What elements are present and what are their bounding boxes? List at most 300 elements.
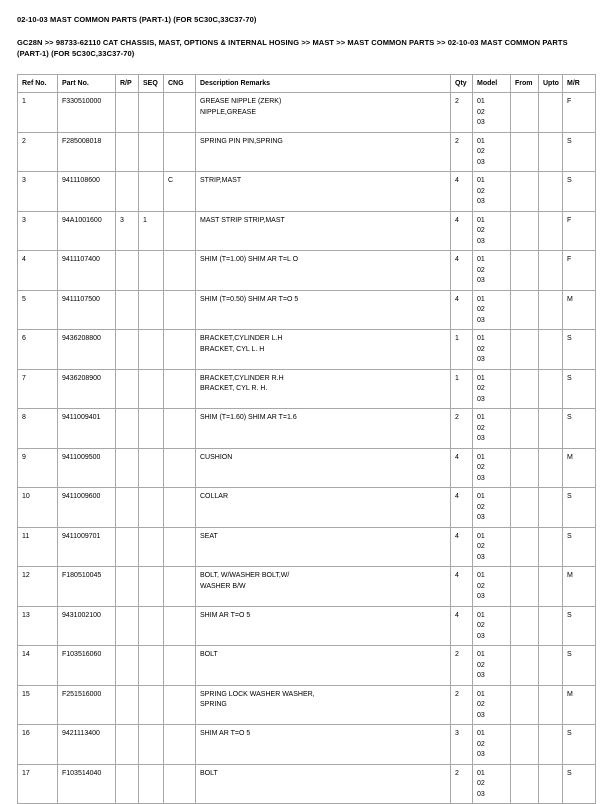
model-cell-line: 03 <box>477 198 485 205</box>
description-cell-line: SHIM (T=0.50) SHIM AR T=O 5 <box>200 295 299 303</box>
header-part-no: Part No. <box>58 75 116 93</box>
model-cell-line: 02 <box>477 108 485 116</box>
model-cell-line: 01 <box>477 493 485 500</box>
table-row <box>18 567 596 607</box>
table-row <box>18 409 596 449</box>
ref-no-cell: 12 <box>18 567 58 607</box>
model-cell-line: 03 <box>477 435 485 442</box>
seq-cell <box>139 290 164 330</box>
description-cell-line: SHIM AR T=O 5 <box>200 611 251 619</box>
mr-cell: S <box>563 646 596 686</box>
qty-cell: 4 <box>451 448 473 488</box>
model-cell-line: 02 <box>477 582 485 590</box>
qty-cell: 4 <box>451 290 473 330</box>
seq-cell <box>139 251 164 291</box>
description-cell-line: SHIM (T=1.00) SHIM AR T=L O <box>200 256 299 263</box>
rp-cell <box>116 251 139 291</box>
upto-cell <box>539 172 563 212</box>
from-cell <box>511 172 539 212</box>
ref-no-cell: 17 <box>18 764 58 804</box>
description-cell-line: BOLT <box>200 651 218 658</box>
rp-cell <box>116 290 139 330</box>
cng-cell <box>164 132 196 172</box>
description-cell <box>196 93 451 133</box>
model-cell-line: 02 <box>477 148 485 155</box>
ref-no-cell: 14 <box>18 646 58 686</box>
description-cell-line: WASHER B/W <box>200 582 246 590</box>
rp-cell <box>116 527 139 567</box>
mr-cell: S <box>563 527 596 567</box>
model-cell-line: 03 <box>477 474 485 482</box>
upto-cell <box>539 93 563 133</box>
header-from: From <box>511 75 539 93</box>
header-description: Description Remarks <box>196 75 451 93</box>
model-cell-line: 01 <box>477 769 485 777</box>
description-cell <box>196 606 451 646</box>
description-cell-line: BRACKET, CYL R. H. <box>200 385 268 392</box>
mr-cell: M <box>563 685 596 725</box>
description-cell <box>196 409 451 449</box>
rp-cell <box>116 685 139 725</box>
table-row <box>18 646 596 686</box>
rp-cell <box>116 132 139 172</box>
model-cell-line: 03 <box>477 711 485 719</box>
table-row <box>18 527 596 567</box>
qty-cell: 2 <box>451 685 473 725</box>
description-cell-line: SHIM AR T=O 5 <box>200 730 251 737</box>
breadcrumb: GC28N >> 98733-62110 CAT CHASSIS, MAST, OPTIONS & INTERNAL HOSING >> MAST >> MAST COMMON PARTS >> 02-10-03 MAST COMMON PARTS (PART-1) (FOR 5C30C,33C37-70) <box>17 38 568 58</box>
from-cell <box>511 251 539 291</box>
model-cell-line: 01 <box>477 256 485 263</box>
model-cell <box>473 251 511 291</box>
ref-no-cell: 5 <box>18 290 58 330</box>
rp-cell <box>116 725 139 765</box>
from-cell <box>511 330 539 370</box>
description-cell-line: COLLAR <box>200 493 229 500</box>
seq-cell: 1 <box>139 211 164 251</box>
upto-cell <box>539 211 563 251</box>
ref-no-cell: 1 <box>18 93 58 133</box>
table-header-row <box>18 75 596 93</box>
rp-cell <box>116 764 139 804</box>
qty-cell: 2 <box>451 132 473 172</box>
model-cell-line: 01 <box>477 335 485 342</box>
cng-cell <box>164 764 196 804</box>
ref-no-cell: 4 <box>18 251 58 291</box>
cng-cell <box>164 93 196 133</box>
mr-cell: S <box>563 606 596 646</box>
model-cell <box>473 172 511 212</box>
table-row <box>18 172 596 212</box>
from-cell <box>511 448 539 488</box>
from-cell <box>511 567 539 607</box>
model-cell-line: 01 <box>477 453 485 461</box>
from-cell <box>511 606 539 646</box>
seq-cell <box>139 685 164 725</box>
ref-no-cell: 6 <box>18 330 58 370</box>
upto-cell <box>539 527 563 567</box>
part-no-cell: 9411108600 <box>58 172 116 212</box>
seq-cell <box>139 725 164 765</box>
model-cell-line: 01 <box>477 374 485 382</box>
header-rp: R/P <box>116 75 139 93</box>
description-cell <box>196 488 451 528</box>
ref-no-cell: 10 <box>18 488 58 528</box>
cng-cell: C <box>164 172 196 212</box>
table-row <box>18 488 596 528</box>
cng-cell <box>164 211 196 251</box>
qty-cell: 1 <box>451 330 473 370</box>
model-cell-line: 03 <box>477 632 485 640</box>
part-no-cell: 9411009600 <box>58 488 116 528</box>
seq-cell <box>139 606 164 646</box>
model-cell-line: 02 <box>477 622 485 629</box>
model-cell <box>473 606 511 646</box>
from-cell <box>511 132 539 172</box>
from-cell <box>511 527 539 567</box>
part-no-cell: 9411107500 <box>58 290 116 330</box>
upto-cell <box>539 764 563 804</box>
qty-cell: 4 <box>451 172 473 212</box>
model-cell <box>473 211 511 251</box>
model-cell <box>473 646 511 686</box>
table-row <box>18 211 596 251</box>
from-cell <box>511 211 539 251</box>
from-cell <box>511 764 539 804</box>
cng-cell <box>164 251 196 291</box>
model-cell <box>473 448 511 488</box>
qty-cell: 4 <box>451 251 473 291</box>
rp-cell <box>116 330 139 370</box>
part-no-cell: F180510045 <box>58 567 116 607</box>
model-cell-line: 01 <box>477 532 485 540</box>
table-row <box>18 330 596 370</box>
seq-cell <box>139 172 164 212</box>
qty-cell: 4 <box>451 606 473 646</box>
model-cell-line: 03 <box>477 158 485 166</box>
model-cell <box>473 567 511 607</box>
part-no-cell: 94A1001600 <box>58 211 116 251</box>
part-no-cell: 9411107400 <box>58 251 116 291</box>
model-cell-line: 01 <box>477 572 485 579</box>
cng-cell <box>164 725 196 765</box>
table-row <box>18 685 596 725</box>
upto-cell <box>539 567 563 607</box>
model-cell-line: 01 <box>477 414 485 421</box>
seq-cell <box>139 448 164 488</box>
part-no-cell: 9411009500 <box>58 448 116 488</box>
seq-cell <box>139 132 164 172</box>
description-cell <box>196 369 451 409</box>
rp-cell <box>116 409 139 449</box>
mr-cell: S <box>563 764 596 804</box>
description-cell-line: SHIM (T=1.60) SHIM AR T=1.6 <box>200 414 297 421</box>
cng-cell <box>164 409 196 449</box>
upto-cell <box>539 251 563 291</box>
seq-cell <box>139 409 164 449</box>
seq-cell <box>139 646 164 686</box>
ref-no-cell: 16 <box>18 725 58 765</box>
model-cell-line: 03 <box>477 316 485 324</box>
qty-cell: 4 <box>451 488 473 528</box>
model-cell-line: 03 <box>477 277 485 284</box>
mr-cell: F <box>563 251 596 291</box>
ref-no-cell: 13 <box>18 606 58 646</box>
description-cell-line: MAST STRIP STRIP,MAST <box>200 216 285 224</box>
header-upto: Upto <box>539 75 563 93</box>
qty-cell: 1 <box>451 369 473 409</box>
model-cell-line: 01 <box>477 690 485 698</box>
mr-cell: S <box>563 488 596 528</box>
model-cell <box>473 725 511 765</box>
part-no-cell: F103514040 <box>58 764 116 804</box>
from-cell <box>511 369 539 409</box>
ref-no-cell: 2 <box>18 132 58 172</box>
cng-cell <box>164 606 196 646</box>
table-row <box>18 764 596 804</box>
model-cell <box>473 93 511 133</box>
part-no-cell: F103516060 <box>58 646 116 686</box>
model-cell-line: 02 <box>477 740 485 748</box>
description-cell <box>196 527 451 567</box>
qty-cell: 2 <box>451 646 473 686</box>
description-cell-line: GREASE NIPPLE (ZERK) <box>200 98 282 105</box>
part-no-cell: 9436208800 <box>58 330 116 370</box>
model-cell-line: 01 <box>477 98 485 105</box>
description-cell-line: BOLT <box>200 769 218 777</box>
from-cell <box>511 488 539 528</box>
description-cell <box>196 567 451 607</box>
parts-table <box>17 74 596 804</box>
upto-cell <box>539 369 563 409</box>
qty-cell: 2 <box>451 764 473 804</box>
model-cell-line: 03 <box>477 553 485 561</box>
model-cell <box>473 685 511 725</box>
model-cell-line: 03 <box>477 514 485 521</box>
cng-cell <box>164 646 196 686</box>
model-cell-line: 03 <box>477 237 485 245</box>
rp-cell <box>116 93 139 133</box>
header-mr: M/R <box>563 75 596 93</box>
rp-cell <box>116 369 139 409</box>
mr-cell: S <box>563 725 596 765</box>
cng-cell <box>164 290 196 330</box>
model-cell-line: 02 <box>477 780 485 787</box>
table-row <box>18 725 596 765</box>
from-cell <box>511 93 539 133</box>
upto-cell <box>539 606 563 646</box>
model-cell-line: 02 <box>477 306 485 313</box>
part-no-cell: 9436208900 <box>58 369 116 409</box>
model-cell <box>473 764 511 804</box>
upto-cell <box>539 646 563 686</box>
seq-cell <box>139 764 164 804</box>
description-cell <box>196 685 451 725</box>
mr-cell: S <box>563 172 596 212</box>
model-cell-line: 02 <box>477 701 485 708</box>
model-cell-line: 02 <box>477 464 485 471</box>
rp-cell <box>116 448 139 488</box>
header-qty: Qty <box>451 75 473 93</box>
description-cell <box>196 132 451 172</box>
table-row <box>18 448 596 488</box>
model-cell <box>473 330 511 370</box>
mr-cell: S <box>563 369 596 409</box>
description-cell-line: CUSHION <box>200 453 233 461</box>
description-cell <box>196 448 451 488</box>
description-cell-line: SPRING LOCK WASHER WASHER, <box>200 690 315 698</box>
seq-cell <box>139 488 164 528</box>
qty-cell: 4 <box>451 567 473 607</box>
from-cell <box>511 290 539 330</box>
model-cell-line: 02 <box>477 424 485 432</box>
model-cell-line: 03 <box>477 119 485 126</box>
model-cell-line: 02 <box>477 227 485 234</box>
mr-cell: M <box>563 290 596 330</box>
model-cell <box>473 488 511 528</box>
model-cell-line: 02 <box>477 503 485 511</box>
seq-cell <box>139 93 164 133</box>
model-cell-line: 02 <box>477 345 485 353</box>
description-cell <box>196 646 451 686</box>
table-row <box>18 251 596 291</box>
model-cell <box>473 409 511 449</box>
rp-cell <box>116 172 139 212</box>
model-cell <box>473 369 511 409</box>
upto-cell <box>539 409 563 449</box>
qty-cell: 2 <box>451 409 473 449</box>
part-no-cell: F285008018 <box>58 132 116 172</box>
model-cell-line: 02 <box>477 385 485 392</box>
table-row <box>18 369 596 409</box>
from-cell <box>511 685 539 725</box>
rp-cell <box>116 646 139 686</box>
description-cell-line: STRIP,MAST <box>200 177 242 184</box>
rp-cell: 3 <box>116 211 139 251</box>
model-cell-line: 03 <box>477 751 485 758</box>
table-row <box>18 93 596 133</box>
model-cell-line: 01 <box>477 730 485 737</box>
ref-no-cell: 15 <box>18 685 58 725</box>
ref-no-cell: 7 <box>18 369 58 409</box>
mr-cell: S <box>563 132 596 172</box>
upto-cell <box>539 685 563 725</box>
ref-no-cell: 11 <box>18 527 58 567</box>
part-no-cell: 9411009401 <box>58 409 116 449</box>
header-ref-no: Ref No. <box>18 75 58 93</box>
mr-cell: M <box>563 567 596 607</box>
header-seq: SEQ <box>139 75 164 93</box>
description-cell-line: SPRING PIN PIN,SPRING <box>200 137 283 145</box>
upto-cell <box>539 330 563 370</box>
description-cell-line: SEAT <box>200 532 218 540</box>
model-cell-line: 01 <box>477 177 485 184</box>
model-cell-line: 03 <box>477 356 485 363</box>
ref-no-cell: 8 <box>18 409 58 449</box>
model-cell-line: 02 <box>477 661 485 669</box>
upto-cell <box>539 488 563 528</box>
page-title: 02-10-03 MAST COMMON PARTS (PART-1) (FOR 5C30C,33C37-70) <box>17 15 257 24</box>
seq-cell <box>139 567 164 607</box>
cng-cell <box>164 330 196 370</box>
part-no-cell: F251516000 <box>58 685 116 725</box>
qty-cell: 4 <box>451 211 473 251</box>
from-cell <box>511 725 539 765</box>
cng-cell <box>164 369 196 409</box>
part-no-cell: 9431002100 <box>58 606 116 646</box>
header-model: Model <box>473 75 511 93</box>
seq-cell <box>139 527 164 567</box>
model-cell-line: 03 <box>477 790 485 798</box>
description-cell-line: NIPPLE,GREASE <box>200 108 257 116</box>
description-cell-line: BRACKET, CYL L. H <box>200 345 265 353</box>
from-cell <box>511 646 539 686</box>
model-cell-line: 01 <box>477 651 485 658</box>
description-cell <box>196 330 451 370</box>
model-cell-line: 02 <box>477 266 485 274</box>
model-cell-line: 03 <box>477 672 485 679</box>
table-body <box>18 93 596 804</box>
description-cell <box>196 725 451 765</box>
cng-cell <box>164 567 196 607</box>
part-no-cell: 9411009701 <box>58 527 116 567</box>
ref-no-cell: 3 <box>18 211 58 251</box>
qty-cell: 4 <box>451 527 473 567</box>
model-cell <box>473 132 511 172</box>
table-row <box>18 132 596 172</box>
mr-cell: S <box>563 409 596 449</box>
mr-cell: M <box>563 448 596 488</box>
mr-cell: F <box>563 93 596 133</box>
upto-cell <box>539 132 563 172</box>
model-cell <box>473 290 511 330</box>
description-cell <box>196 251 451 291</box>
description-cell <box>196 764 451 804</box>
header-cng: CNG <box>164 75 196 93</box>
description-cell <box>196 290 451 330</box>
upto-cell <box>539 290 563 330</box>
model-cell-line: 02 <box>477 543 485 550</box>
description-cell-line: SPRING <box>200 701 227 708</box>
model-cell-line: 01 <box>477 137 485 145</box>
part-no-cell: 9421113400 <box>58 725 116 765</box>
description-cell-line: BOLT, W/WASHER BOLT,W/ <box>200 572 290 579</box>
model-cell-line: 01 <box>477 295 485 303</box>
model-cell-line: 03 <box>477 395 485 403</box>
description-cell <box>196 172 451 212</box>
model-cell-line: 01 <box>477 611 485 619</box>
ref-no-cell: 9 <box>18 448 58 488</box>
description-cell-line: BRACKET,CYLINDER R.H <box>200 374 284 382</box>
rp-cell <box>116 567 139 607</box>
upto-cell <box>539 448 563 488</box>
description-cell <box>196 211 451 251</box>
cng-cell <box>164 488 196 528</box>
from-cell <box>511 409 539 449</box>
cng-cell <box>164 685 196 725</box>
rp-cell <box>116 488 139 528</box>
description-cell-line: BRACKET,CYLINDER L.H <box>200 335 283 342</box>
upto-cell <box>539 725 563 765</box>
qty-cell: 3 <box>451 725 473 765</box>
qty-cell: 2 <box>451 93 473 133</box>
part-no-cell: F330510000 <box>58 93 116 133</box>
rp-cell <box>116 606 139 646</box>
mr-cell: F <box>563 211 596 251</box>
model-cell-line: 03 <box>477 593 485 600</box>
mr-cell: S <box>563 330 596 370</box>
cng-cell <box>164 448 196 488</box>
